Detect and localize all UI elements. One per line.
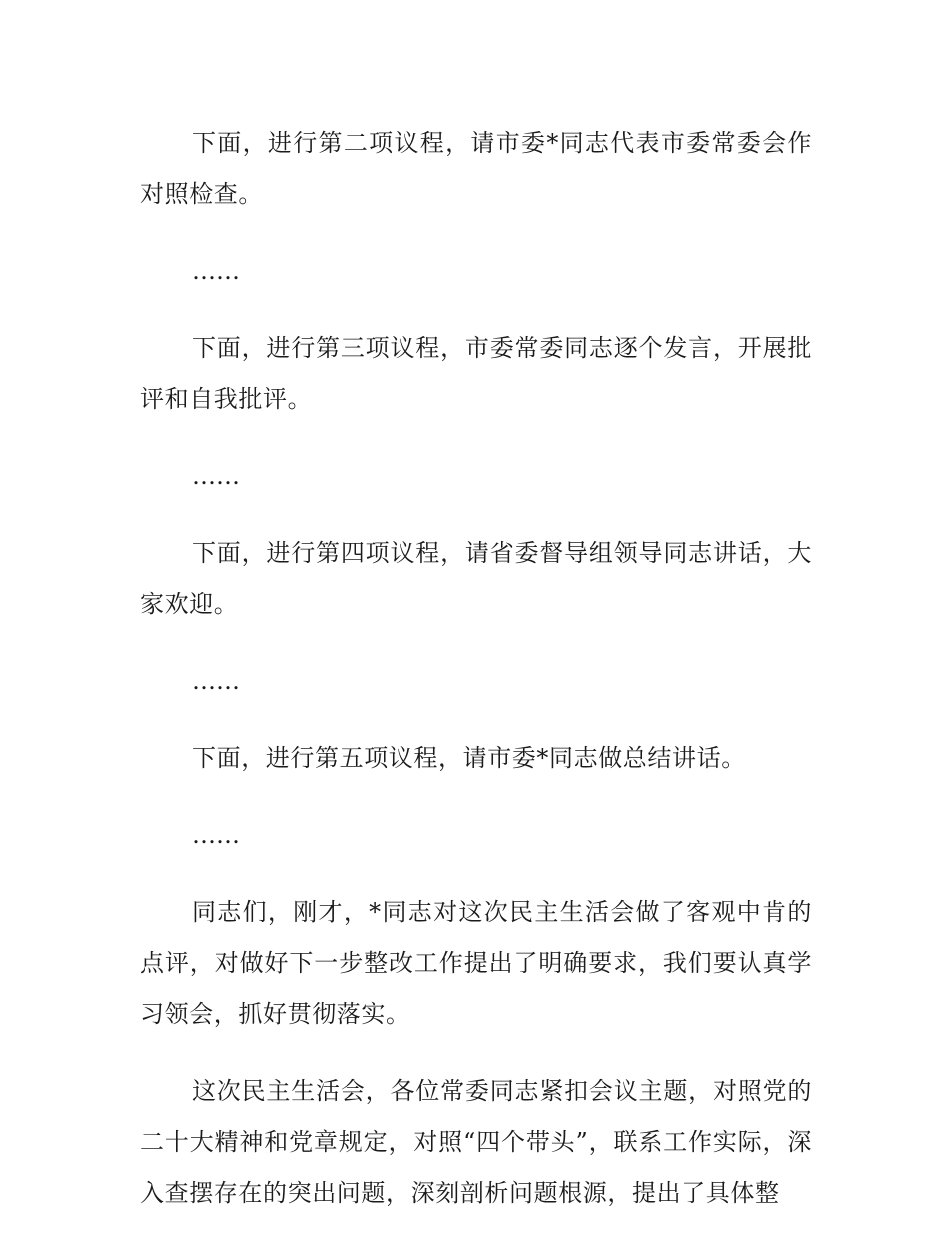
paragraph-agenda-5: 下面，进行第五项议程，请市委*同志做总结讲话。 xyxy=(192,744,746,772)
paragraph-agenda-4: 下面，进行第四项议程，请省委督导组领导同志讲话，大家欢迎。 xyxy=(140,539,812,618)
ellipsis-3: …… xyxy=(192,667,240,695)
paragraph-agenda-3: 下面，进行第三项议程，市委常委同志逐个发言，开展批评和自我批评。 xyxy=(140,334,812,413)
ellipsis-2: …… xyxy=(192,462,240,490)
paragraph-meeting-summary: 这次民主生活会，各位常委同志紧扣会议主题，对照党的二十大精神和党章规定，对照“四个带头”，联系工作实际，深入查摆存在的突出问题，深刻剖析问题根源，提出了具体整 xyxy=(140,1077,812,1207)
document-body xyxy=(140,118,812,1245)
ellipsis-4: …… xyxy=(192,821,240,849)
paragraph-agenda-2: 下面，进行第二项议程，请市委*同志代表市委常委会作对照检查。 xyxy=(140,129,812,208)
ellipsis-1: …… xyxy=(192,257,240,285)
paragraph-comrades-remarks: 同志们，刚才，*同志对这次民主生活会做了客观中肯的点评，对做好下一步整改工作提出了明确要求，我们要认真学习领会，抓好贯彻落实。 xyxy=(140,898,812,1028)
